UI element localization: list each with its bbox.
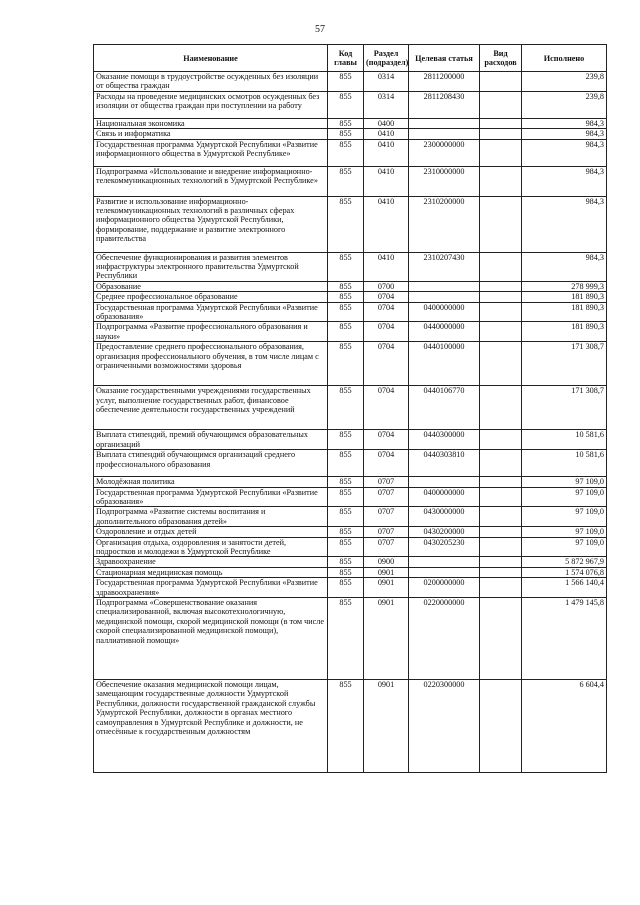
cell-name: Выплата стипендий, премий обучающимся образовательных организаций xyxy=(94,430,328,450)
cell-razdel: 0704 xyxy=(364,386,409,430)
cell-name: Подпрограмма «Развитие профессионального образования и науки» xyxy=(94,322,328,342)
table-row xyxy=(94,281,607,291)
cell-target xyxy=(409,129,480,139)
cell-exec: 278 999,3 xyxy=(522,281,607,291)
cell-target xyxy=(409,567,480,577)
cell-kod: 855 xyxy=(328,430,364,450)
cell-kod: 855 xyxy=(328,139,364,166)
cell-razdel: 0704 xyxy=(364,450,409,477)
cell-target: 0440100000 xyxy=(409,342,480,386)
cell-target: 0430200000 xyxy=(409,527,480,537)
cell-name: Государственная программа Удмуртской Республики «Развитие здравоохранения» xyxy=(94,578,328,598)
cell-name: Подпрограмма «Совершенствование оказания специализированной, включая высокотехнологичную, медицинской помощи, скорой медицинской помощи (в том числе скорой специализированной медицинской помощи), паллиативной помощи» xyxy=(94,597,328,679)
cell-name: Развитие и использование информационно-телекоммуникационных технологий в различных сферах информационного общества Удмуртской Республики, формирование, поддержание и развитие электронного правительства xyxy=(94,196,328,252)
cell-kod: 855 xyxy=(328,166,364,196)
cell-target xyxy=(409,292,480,302)
cell-name: Образование xyxy=(94,281,328,291)
cell-name: Государственная программа Удмуртской Республики «Развитие образования» xyxy=(94,302,328,322)
cell-exec: 984,3 xyxy=(522,252,607,281)
cell-vid xyxy=(480,196,522,252)
cell-name: Связь и информатика xyxy=(94,129,328,139)
cell-target: 0440000000 xyxy=(409,322,480,342)
cell-target: 0220300000 xyxy=(409,679,480,772)
table-row xyxy=(94,139,607,166)
cell-target: 0440303810 xyxy=(409,450,480,477)
cell-target: 2310207430 xyxy=(409,252,480,281)
cell-exec: 181 890,3 xyxy=(522,322,607,342)
cell-kod: 855 xyxy=(328,129,364,139)
cell-vid xyxy=(480,292,522,302)
table-row xyxy=(94,386,607,430)
table-row xyxy=(94,252,607,281)
cell-name: Молодёжная политика xyxy=(94,477,328,487)
cell-vid xyxy=(480,91,522,118)
cell-name: Стационарная медицинская помощь xyxy=(94,567,328,577)
cell-kod: 855 xyxy=(328,679,364,772)
cell-razdel: 0901 xyxy=(364,578,409,598)
cell-razdel: 0410 xyxy=(364,129,409,139)
cell-kod: 855 xyxy=(328,450,364,477)
cell-vid xyxy=(480,129,522,139)
cell-exec: 1 574 076,8 xyxy=(522,567,607,577)
budget-table xyxy=(93,44,607,773)
cell-exec: 239,8 xyxy=(522,91,607,118)
cell-vid xyxy=(480,527,522,537)
cell-razdel: 0707 xyxy=(364,487,409,507)
cell-kod: 855 xyxy=(328,72,364,92)
cell-razdel: 0704 xyxy=(364,342,409,386)
cell-kod: 855 xyxy=(328,487,364,507)
cell-razdel: 0400 xyxy=(364,118,409,128)
cell-name: Предоставление среднего профессионального образования, организация профессионального обучения, в том числе лицам с ограниченными возможностями здоровья xyxy=(94,342,328,386)
cell-exec: 97 109,0 xyxy=(522,537,607,557)
cell-exec: 1 566 140,4 xyxy=(522,578,607,598)
cell-target xyxy=(409,557,480,567)
table-row xyxy=(94,129,607,139)
cell-name: Подпрограмма «Развитие системы воспитания и дополнительного образования детей» xyxy=(94,507,328,527)
cell-kod: 855 xyxy=(328,292,364,302)
cell-kod: 855 xyxy=(328,342,364,386)
page-number: 57 xyxy=(315,24,325,35)
cell-exec: 984,3 xyxy=(522,166,607,196)
cell-name: Оказание помощи в трудоустройстве осужденных без изоляции от общества граждан xyxy=(94,72,328,92)
cell-razdel: 0707 xyxy=(364,477,409,487)
cell-razdel: 0704 xyxy=(364,322,409,342)
cell-exec: 97 109,0 xyxy=(522,507,607,527)
cell-vid xyxy=(480,679,522,772)
table-row xyxy=(94,322,607,342)
cell-name: Организация отдыха, оздоровления и занятости детей, подростков и молодежи в Удмуртской Республике xyxy=(94,537,328,557)
cell-razdel: 0704 xyxy=(364,292,409,302)
cell-kod: 855 xyxy=(328,322,364,342)
cell-target: 2310200000 xyxy=(409,196,480,252)
table-row xyxy=(94,578,607,598)
cell-razdel: 0410 xyxy=(364,139,409,166)
header-name: Наименование xyxy=(94,45,328,72)
cell-vid xyxy=(480,450,522,477)
cell-kod: 855 xyxy=(328,557,364,567)
cell-vid xyxy=(480,342,522,386)
table-row xyxy=(94,537,607,557)
header-exec: Исполнено xyxy=(522,45,607,72)
cell-target: 2811200000 xyxy=(409,72,480,92)
cell-vid xyxy=(480,477,522,487)
cell-vid xyxy=(480,386,522,430)
cell-kod: 855 xyxy=(328,507,364,527)
table-row xyxy=(94,292,607,302)
cell-razdel: 0704 xyxy=(364,302,409,322)
cell-exec: 1 479 145,8 xyxy=(522,597,607,679)
cell-razdel: 0410 xyxy=(364,166,409,196)
cell-target: 0440300000 xyxy=(409,430,480,450)
cell-exec: 171 308,7 xyxy=(522,386,607,430)
cell-vid xyxy=(480,166,522,196)
cell-target: 2300000000 xyxy=(409,139,480,166)
cell-exec: 984,3 xyxy=(522,118,607,128)
cell-exec: 984,3 xyxy=(522,196,607,252)
cell-name: Обеспечение оказания медицинской помощи лицам, замещающим государственные должности Удмуртской Республики, должности государственной гражданской службы Удмуртской Республики, должности в органах местного самоуправления в Удмуртской Республике и должности, не отнесённые к государственным должностям xyxy=(94,679,328,772)
cell-vid xyxy=(480,557,522,567)
cell-exec: 239,8 xyxy=(522,72,607,92)
cell-kod: 855 xyxy=(328,196,364,252)
cell-name: Государственная программа Удмуртской Республики «Развитие образования» xyxy=(94,487,328,507)
table-row xyxy=(94,72,607,92)
cell-name: Расходы на проведение медицинских осмотров осужденных без изоляции от общества граждан при поступлении на работу xyxy=(94,91,328,118)
table-row xyxy=(94,91,607,118)
cell-name: Оздоровление и отдых детей xyxy=(94,527,328,537)
cell-name: Государственная программа Удмуртской Республики «Развитие информационного общества в Удмуртской Республике» xyxy=(94,139,328,166)
table-row xyxy=(94,507,607,527)
cell-target: 2811208430 xyxy=(409,91,480,118)
cell-name: Национальная экономика xyxy=(94,118,328,128)
table-row xyxy=(94,166,607,196)
cell-name: Среднее профессиональное образование xyxy=(94,292,328,302)
cell-kod: 855 xyxy=(328,477,364,487)
cell-target xyxy=(409,118,480,128)
cell-exec: 97 109,0 xyxy=(522,487,607,507)
table-row xyxy=(94,679,607,772)
cell-vid xyxy=(480,118,522,128)
cell-exec: 97 109,0 xyxy=(522,527,607,537)
cell-razdel: 0704 xyxy=(364,430,409,450)
cell-exec: 6 604,4 xyxy=(522,679,607,772)
table-row xyxy=(94,557,607,567)
cell-razdel: 0707 xyxy=(364,527,409,537)
table-row xyxy=(94,196,607,252)
cell-exec: 984,3 xyxy=(522,139,607,166)
table-row xyxy=(94,342,607,386)
cell-vid xyxy=(480,507,522,527)
cell-target: 2310000000 xyxy=(409,166,480,196)
cell-razdel: 0900 xyxy=(364,557,409,567)
cell-target: 0400000000 xyxy=(409,302,480,322)
cell-kod: 855 xyxy=(328,281,364,291)
cell-kod: 855 xyxy=(328,386,364,430)
cell-kod: 855 xyxy=(328,537,364,557)
cell-exec: 181 890,3 xyxy=(522,302,607,322)
cell-vid xyxy=(480,252,522,281)
cell-razdel: 0901 xyxy=(364,679,409,772)
cell-target xyxy=(409,281,480,291)
cell-kod: 855 xyxy=(328,118,364,128)
table-row xyxy=(94,450,607,477)
cell-razdel: 0901 xyxy=(364,567,409,577)
table-row xyxy=(94,597,607,679)
cell-vid xyxy=(480,567,522,577)
cell-razdel: 0410 xyxy=(364,196,409,252)
cell-razdel: 0314 xyxy=(364,72,409,92)
cell-vid xyxy=(480,281,522,291)
cell-razdel: 0314 xyxy=(364,91,409,118)
cell-name: Выплата стипендий обучающимся организаций среднего профессионального образования xyxy=(94,450,328,477)
cell-vid xyxy=(480,597,522,679)
cell-target: 0400000000 xyxy=(409,487,480,507)
cell-razdel: 0700 xyxy=(364,281,409,291)
cell-name: Обеспечение функционирования и развития элементов инфраструктуры электронного правительства Удмуртской Республики xyxy=(94,252,328,281)
header-target: Целевая статья xyxy=(409,45,480,72)
header-vid: Вид расходов xyxy=(480,45,522,72)
cell-exec: 10 581,6 xyxy=(522,450,607,477)
cell-kod: 855 xyxy=(328,91,364,118)
cell-razdel: 0707 xyxy=(364,507,409,527)
table-row xyxy=(94,527,607,537)
cell-target: 0430205230 xyxy=(409,537,480,557)
table-row xyxy=(94,477,607,487)
cell-vid xyxy=(480,72,522,92)
cell-vid xyxy=(480,322,522,342)
header-razdel: Раздел (подраздел) xyxy=(364,45,409,72)
cell-exec: 97 109,0 xyxy=(522,477,607,487)
cell-kod: 855 xyxy=(328,527,364,537)
cell-target: 0220000000 xyxy=(409,597,480,679)
table-row xyxy=(94,430,607,450)
table-body xyxy=(94,72,607,773)
cell-vid xyxy=(480,430,522,450)
cell-kod: 855 xyxy=(328,567,364,577)
cell-razdel: 0410 xyxy=(364,252,409,281)
cell-exec: 171 308,7 xyxy=(522,342,607,386)
cell-target: 0440106770 xyxy=(409,386,480,430)
cell-vid xyxy=(480,139,522,166)
cell-name: Подпрограмма «Использование и внедрение информационно-телекоммуникационных технологий в Удмуртской Республике» xyxy=(94,166,328,196)
cell-vid xyxy=(480,537,522,557)
cell-vid xyxy=(480,487,522,507)
cell-vid xyxy=(480,302,522,322)
header-kod: Код главы xyxy=(328,45,364,72)
cell-razdel: 0901 xyxy=(364,597,409,679)
table-header-row xyxy=(94,45,607,72)
cell-target xyxy=(409,477,480,487)
cell-name: Здравоохранение xyxy=(94,557,328,567)
cell-kod: 855 xyxy=(328,302,364,322)
cell-vid xyxy=(480,578,522,598)
cell-name: Оказание государственными учреждениями государственных услуг, выполнение государственных работ, финансовое обеспечение деятельности государственных учреждений xyxy=(94,386,328,430)
table-row xyxy=(94,302,607,322)
cell-kod: 855 xyxy=(328,252,364,281)
table-row xyxy=(94,567,607,577)
cell-target: 0200000000 xyxy=(409,578,480,598)
cell-exec: 984,3 xyxy=(522,129,607,139)
cell-exec: 10 581,6 xyxy=(522,430,607,450)
table-row xyxy=(94,487,607,507)
table-row xyxy=(94,118,607,128)
cell-razdel: 0707 xyxy=(364,537,409,557)
cell-kod: 855 xyxy=(328,597,364,679)
cell-kod: 855 xyxy=(328,578,364,598)
cell-exec: 181 890,3 xyxy=(522,292,607,302)
cell-exec: 5 872 967,9 xyxy=(522,557,607,567)
cell-target: 0430000000 xyxy=(409,507,480,527)
